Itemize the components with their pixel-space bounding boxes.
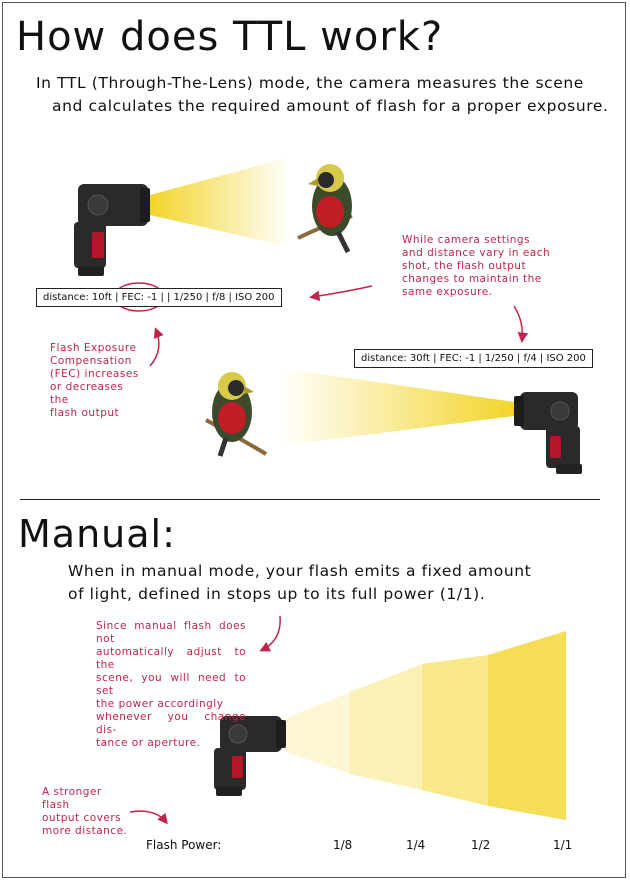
- beam-segment-1-2: [422, 655, 488, 806]
- flash-beam-1: [150, 157, 290, 247]
- note-fec-line: (FEC) increases: [50, 368, 139, 380]
- shot1-settings: [36, 288, 282, 307]
- arrow-to-shot1: [312, 286, 372, 297]
- bird-1: [298, 164, 352, 252]
- note-stronger-line: output covers: [42, 812, 122, 824]
- manual-title: Manual:: [18, 512, 176, 556]
- note-stronger-line: A stronger flash: [42, 786, 102, 811]
- shot1-sep: |: [160, 292, 164, 303]
- power-level-1-1: 1/1: [553, 838, 573, 852]
- note-settings-line: While camera settings: [402, 234, 531, 246]
- shot2-settings: distance: 30ft | FEC: -1 | 1/250 | f/4 | ISO 200: [354, 349, 593, 368]
- power-level-1-8: 1/8: [333, 838, 353, 852]
- power-level-1-2: 1/2: [471, 838, 491, 852]
- manual-beam: [286, 631, 566, 820]
- beam-segment-1-1: [488, 631, 566, 820]
- note-settings: [402, 234, 554, 299]
- flash-unit-1: [74, 184, 150, 276]
- power-level-1-4: 1/4: [406, 838, 426, 852]
- note-settings-line: and distance vary in each: [402, 247, 551, 259]
- flash-power-label: Flash Power:: [146, 838, 222, 852]
- manual-intro-line2: of light, defined in stops up to its full power (1/1).: [68, 585, 486, 603]
- note-manual-line: whenever you change dis-: [96, 711, 246, 736]
- shot1-exposure: | 1/250 | f/8 | ISO 200: [167, 292, 275, 303]
- ttl-intro-line2: and calculates the required amount of flash for a proper exposure.: [52, 97, 609, 115]
- bird-2: [206, 372, 266, 456]
- note-manual-line: scene, you will need to set: [96, 672, 246, 697]
- beam-segment-1-4: [350, 664, 422, 790]
- ttl-intro-line1: In TTL (Through-The-Lens) mode, the camera measures the scene: [36, 74, 584, 92]
- arrow-to-shot2: [514, 306, 522, 340]
- note-stronger-line: more distance.: [42, 825, 128, 837]
- note-fec-line: Flash Exposure: [50, 342, 137, 354]
- note-fec-line: flash output: [50, 407, 120, 419]
- arrow-stronger-note: [130, 811, 166, 822]
- note-fec: [50, 342, 140, 420]
- note-manual-line: the power accordingly: [96, 698, 224, 710]
- note-manual-adjust: [96, 620, 246, 750]
- note-manual-line: tance or aperture.: [96, 737, 201, 749]
- note-settings-line: same exposure.: [402, 286, 493, 298]
- arrow-fec: [150, 330, 159, 366]
- ttl-title: How does TTL work?: [16, 14, 444, 60]
- note-manual-line: Since manual flash does not: [96, 620, 246, 645]
- manual-intro-line1: When in manual mode, your flash emits a fixed amount: [68, 562, 532, 580]
- note-settings-line: shot, the flash output: [402, 260, 527, 272]
- flash-beam-2: [280, 368, 514, 446]
- arrow-manual-note: [262, 616, 280, 650]
- section-divider: [20, 499, 600, 500]
- note-fec-line: or decreases the: [50, 381, 124, 406]
- flash-unit-2: [514, 392, 582, 474]
- shot1-fec: FEC: -1: [121, 292, 158, 303]
- note-manual-line: automatically adjust to the: [96, 646, 246, 671]
- beam-segment-1-8: [286, 692, 350, 774]
- manual-intro: [68, 560, 531, 606]
- shot1-distance: distance: 10ft: [43, 292, 112, 303]
- note-settings-line: changes to maintain the: [402, 273, 542, 285]
- shot1-sep: |: [115, 292, 119, 303]
- note-stronger-flash: [42, 786, 132, 838]
- note-fec-line: Compensation: [50, 355, 132, 367]
